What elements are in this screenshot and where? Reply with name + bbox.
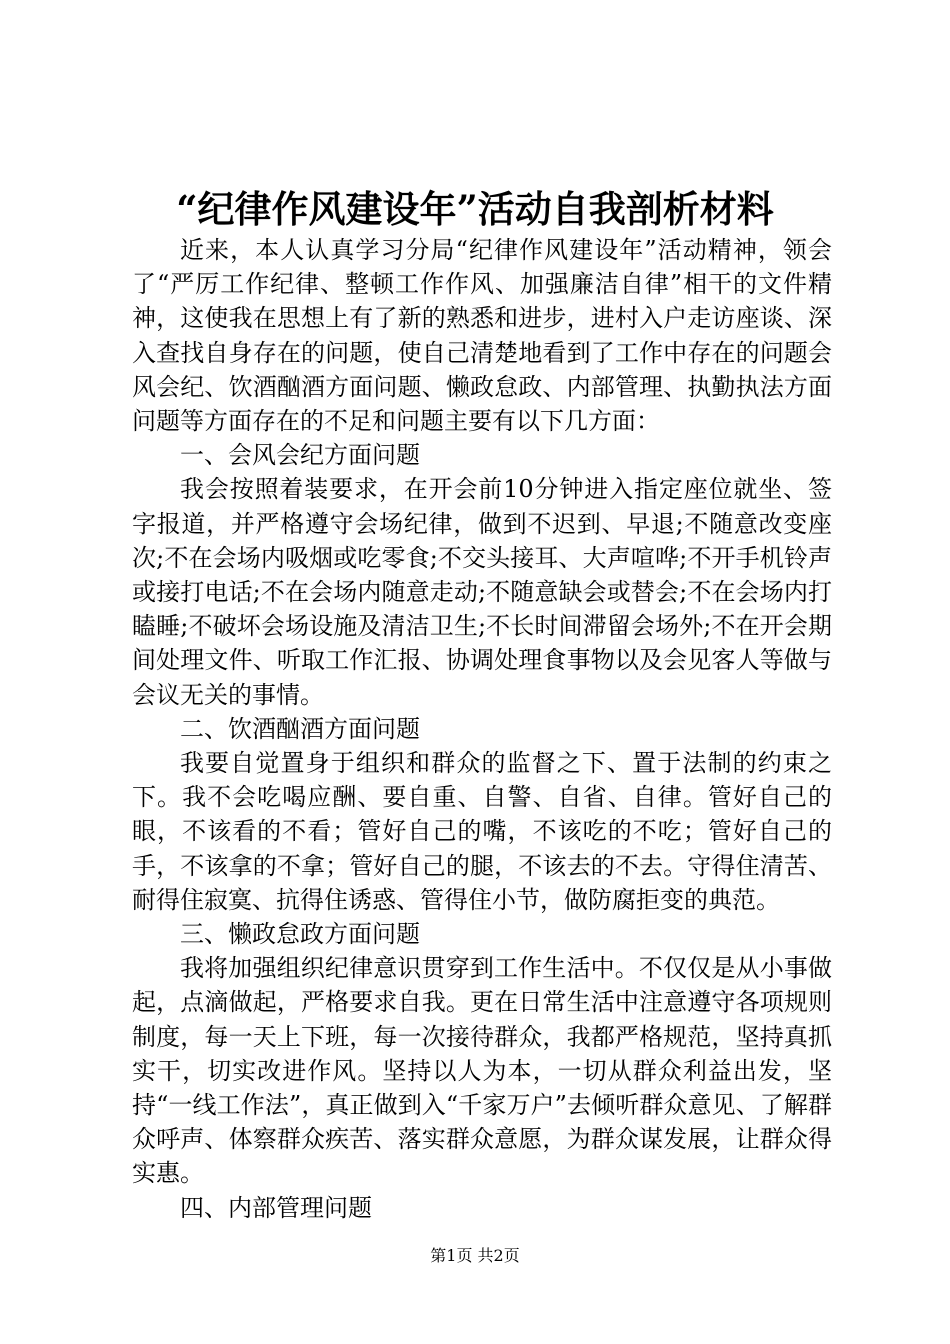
section-heading-1: 一、会风会纪方面问题 bbox=[180, 441, 420, 470]
section-heading-3: 三、懒政怠政方面问题 bbox=[180, 920, 420, 949]
section-paragraph-3: 我将加强组织纪律意识贯穿到工作生活中。不仅仅是从小事做起，点滴做起，严格要求自我。更在日常生活中注意遵守各项规则制度，每一天上下班，每一次接待群众，我都严格规范，坚持真抓实干，切实改进作风。坚持以人为本，一切从群众利益出发，坚持“一线工作法”，真正做到入“千家万户”去倾听群众意见、了解群众呼声、体察群众疾苦、落实群众意愿，为群众谋发展，让群众得实惠。 bbox=[132, 954, 832, 1188]
section-paragraph-1: 我会按照着装要求，在开会前10分钟进入指定座位就坐、签字报道，并严格遵守会场纪律，做到不迟到、早退;不随意改变座次;不在会场内吸烟或吃零食;不交头接耳、大声喧哗;不开手机铃声或接打电话;不在会场内随意走动;不随意缺会或替会;不在会场内打瞌睡;不破坏会场设施及清洁卫生;不长时间滞留会场外;不在开会期间处理文件、听取工作汇报、协调处理食事物以及会见客人等做与会议无关的事情。 bbox=[132, 475, 832, 709]
document-body bbox=[132, 233, 832, 1225]
page-number-footer: 第1页 共2页 bbox=[430, 1246, 520, 1265]
intro-paragraph: 近来，本人认真学习分局“纪律作风建设年”活动精神，领会了“严厉工作纪律、整顿工作作风、加强廉洁自律”相干的文件精神，这使我在思想上有了新的熟悉和进步，进村入户走访座谈、深入查找自身存在的问题，使自己清楚地看到了工作中存在的问题会风会纪、饮酒酗酒方面问题、懒政怠政、内部管理、执勤执法方面问题等方面存在的不足和问题主要有以下几方面： bbox=[132, 236, 832, 436]
section-heading-4: 四、内部管理问题 bbox=[180, 1193, 372, 1222]
section-heading-2: 二、饮酒酗酒方面问题 bbox=[180, 714, 420, 743]
section-paragraph-2: 我要自觉置身于组织和群众的监督之下、置于法制的约束之下。我不会吃喝应酬、要自重、自警、自省、自律。管好自己的眼，不该看的不看；管好自己的嘴，不该吃的不吃；管好自己的手，不该拿的不拿；管好自己的腿，不该去的不去。守得住清苦、耐得住寂寞、抗得住诱惑、管得住小节，做防腐拒变的典范。 bbox=[132, 749, 832, 914]
document-title: “纪律作风建设年”活动自我剖析材料 bbox=[176, 187, 774, 231]
